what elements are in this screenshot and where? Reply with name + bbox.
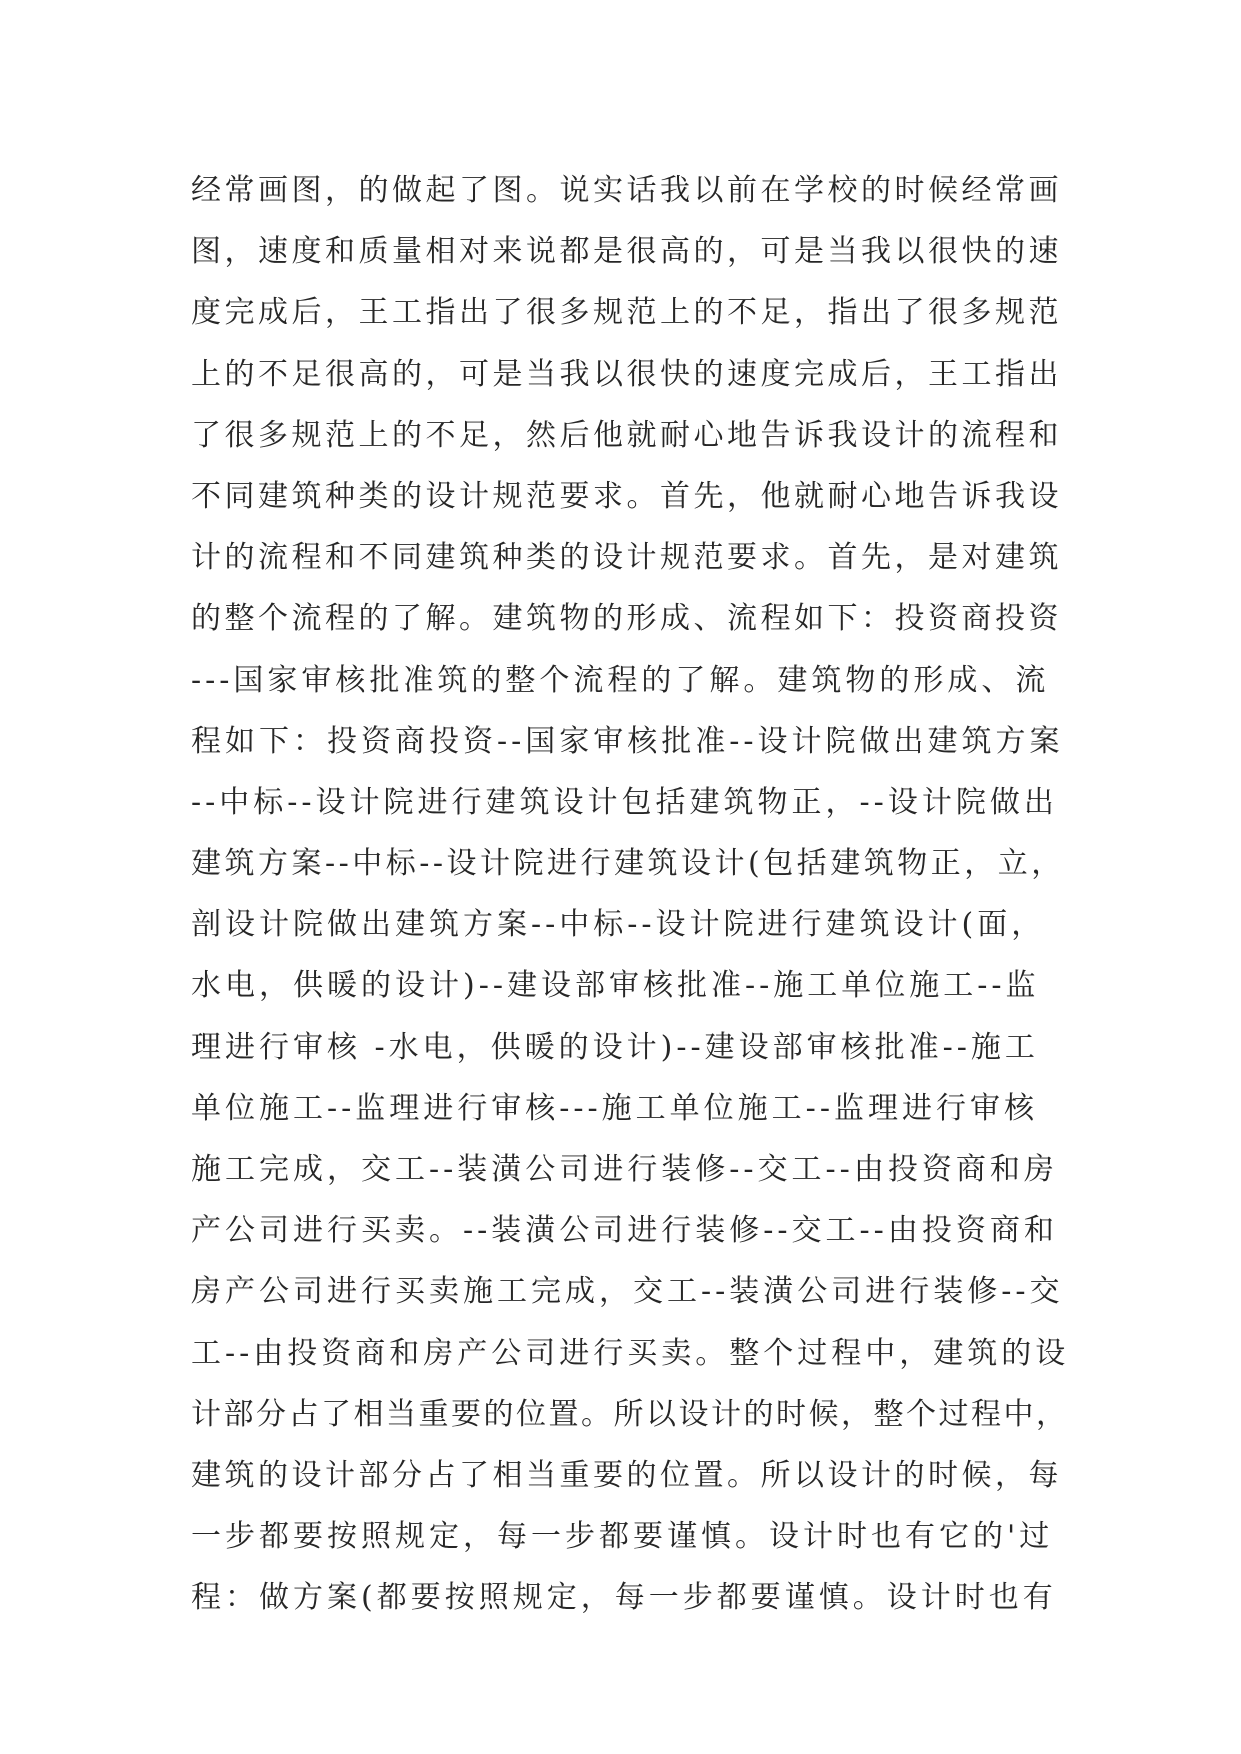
text-line: 程：做方案(都要按照规定，每一步都要谨慎。设计时也有 <box>191 1580 1057 1616</box>
text-line: 理进行审核 -水电，供暖的设计)--建设部审核批准--施工 <box>191 1029 1039 1065</box>
body-text <box>191 160 1071 1629</box>
text-line: 房产公司进行买卖施工完成，交工--装潢公司进行装修--交 <box>191 1274 1064 1310</box>
text-line: 计部分占了相当重要的位置。所以设计的时候，整个过程中， <box>191 1396 1069 1432</box>
text-line: 工--由投资商和房产公司进行买卖。整个过程中，建筑的设 <box>191 1335 1070 1371</box>
text-line: 水电，供暖的设计)--建设部审核批准--施工单位施工--监 <box>191 968 1040 1004</box>
text-line: 上的不足很高的，可是当我以很快的速度完成后，王工指出 <box>191 356 1062 392</box>
text-line: 度完成后，王工指出了很多规范上的不足，指出了很多规范 <box>191 295 1062 331</box>
text-line: ---国家审核批准筑的整个流程的了解。建筑物的形成、流 <box>191 662 1050 698</box>
text-line: 剖设计院做出建筑方案--中标--设计院进行建筑设计(面， <box>191 907 1046 943</box>
text-line: 单位施工--监理进行审核---施工单位施工--监理进行审核 <box>191 1090 1038 1126</box>
text-line: 建筑方案--中标--设计院进行建筑设计(包括建筑物正，立， <box>191 846 1065 882</box>
text-line: 产公司进行买卖。--装潢公司进行装修--交工--由投资商和 <box>191 1213 1058 1249</box>
text-line: 了很多规范上的不足，然后他就耐心地告诉我设计的流程和 <box>191 417 1062 453</box>
text-line: 计的流程和不同建筑种类的设计规范要求。首先，是对建筑 <box>191 540 1062 576</box>
text-line: 经常画图，的做起了图。说实话我以前在学校的时候经常画 <box>191 173 1062 208</box>
text-line: 的整个流程的了解。建筑物的形成、流程如下：投资商投资 <box>191 601 1062 637</box>
text-line: 建筑的设计部分占了相当重要的位置。所以设计的时候，每 <box>191 1457 1062 1493</box>
text-line: --中标--设计院进行建筑设计包括建筑物正，--设计院做出 <box>191 784 1058 820</box>
text-line: 一步都要按照规定，每一步都要谨慎。设计时也有它的'过 <box>191 1519 1054 1555</box>
text-line: 图，速度和质量相对来说都是很高的，可是当我以很快的速 <box>191 234 1062 270</box>
text-line: 施工完成，交工--装潢公司进行装修--交工--由投资商和房 <box>191 1152 1058 1187</box>
text-line: 不同建筑种类的设计规范要求。首先，他就耐心地告诉我设 <box>191 478 1062 514</box>
text-line: 程如下：投资商投资--国家审核批准--设计院做出建筑方案 <box>191 723 1064 759</box>
